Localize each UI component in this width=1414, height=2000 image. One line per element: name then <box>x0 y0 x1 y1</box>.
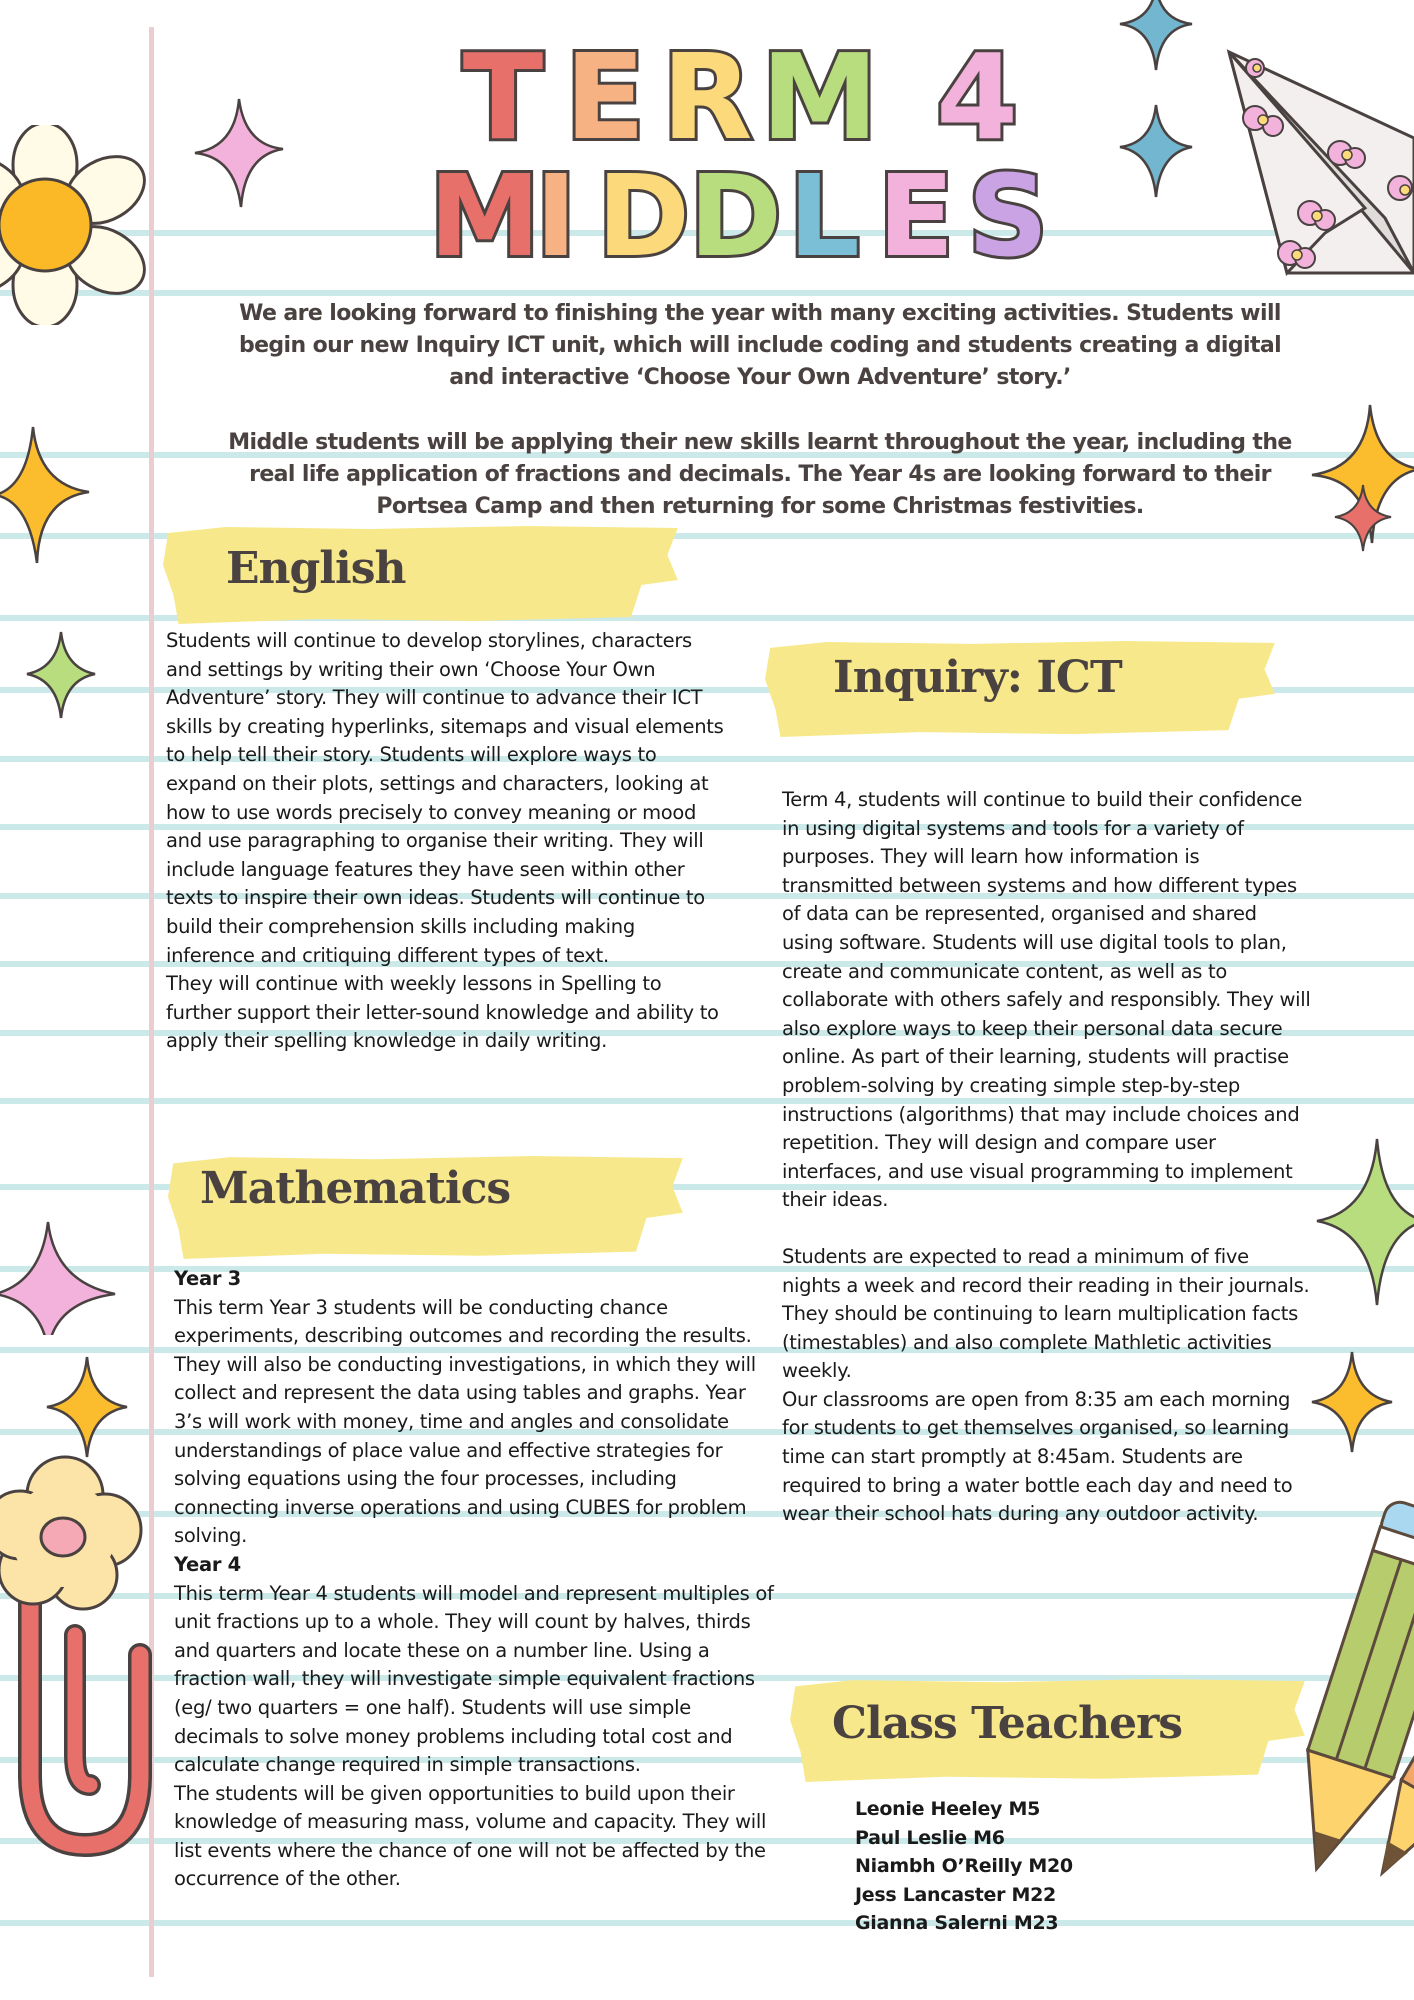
page-title <box>380 28 1100 282</box>
daisy-flower-icon <box>0 125 160 325</box>
inquiry-heading: Inquiry: ICT <box>833 652 1122 703</box>
teachers-list <box>855 1795 1073 1938</box>
english-paragraph: Students will continue to develop storylines, characters and settings by writing their own ‘Choose Your Own Adventure’ story. They will continue to advance their ICT skills by creating hyperlinks, sitemaps and visual elements to help tell their story. Students will explore ways to expand on their plots, settings and characters, looking at how to use words precisely to convey meaning or mood and use paragraphing to organise their writing. They will include language features they have seen within other texts to inspire their own ideas. Students will continue to build their comprehension skills including making inference and critiquing different types of text. <box>166 629 724 967</box>
inquiry-paragraph: Students are expected to read a minimum of five nights a week and record their reading in their journals. They should be continuing to learn multiplication facts (timestables) and also complete Mathletic activities weekly. <box>782 1244 1310 1383</box>
title-line-term-4 <box>380 28 1100 166</box>
title-letter: L <box>788 152 860 282</box>
teacher-item: Niambh O’Reilly M20 <box>855 1855 1073 1877</box>
sparkle-green-icon <box>25 630 97 720</box>
inquiry-paragraph: Our classrooms are open from 8:35 am each morning for students to get themselves organised, so learning time can start promptly at 8:45am. Students are required to bring a water bottle each day and need to wear their school hats during any outdoor activity. <box>782 1387 1293 1526</box>
title-letter: 4 <box>935 28 1019 166</box>
title-letter: M <box>761 28 879 166</box>
title-letter: S <box>967 152 1049 282</box>
inquiry-body <box>782 786 1312 1529</box>
english-heading: English <box>226 543 406 594</box>
intro-paragraph: We are looking forward to finishing the year with many exciting activities. Students will begin our new Inquiry ICT unit, which will include coding and students creating a digital and interactive ‘Choose Your Own Adventure’ story.’ <box>238 301 1282 390</box>
title-line-middles <box>380 152 1100 282</box>
title-letter: I <box>535 152 577 282</box>
intro-text <box>220 298 1300 556</box>
sparkle-blue-icon <box>1118 0 1194 72</box>
sparkle-pink-large-icon <box>0 1220 120 1335</box>
title-letter <box>863 38 923 156</box>
year-4-label: Year 4 <box>174 1552 241 1576</box>
ruled-line <box>0 1920 1414 1926</box>
paper-airplane-icon <box>1225 48 1414 278</box>
title-letter: D <box>689 152 782 282</box>
english-paragraph: They will continue with weekly lessons in Spelling to further support their letter-sound knowledge and ability to apply their spelling knowledge in daily writing. <box>166 972 719 1053</box>
title-letter: E <box>564 28 646 166</box>
sparkle-red-icon <box>1333 483 1393 553</box>
title-letter: T <box>462 28 544 166</box>
sparkle-pink-icon <box>193 97 285 209</box>
english-body <box>166 627 726 1056</box>
title-letter: R <box>661 28 753 166</box>
teachers-heading: Class Teachers <box>832 1698 1183 1749</box>
pencils-icon <box>1290 1485 1414 1885</box>
sparkle-yellow-right-small-icon <box>1310 1350 1394 1455</box>
mathematics-body <box>174 1265 774 1894</box>
flower-paperclip-icon <box>0 1455 170 1885</box>
teacher-item: Gianna Salerni M23 <box>855 1912 1059 1934</box>
inquiry-paragraph: Term 4, students will continue to build their confidence in using digital systems and tools for a variety of purposes. They will learn how information is transmitted between systems and how different types of data can be represented, organised and shared using software. Students will use digital tools to plan, create and communicate content, as well as to collaborate with others safely and responsibly. They will also explore ways to keep their personal data secure online. As part of their learning, students will practise problem-solving by creating simple step-by-step instructions (algorithms) that may include choices and repetition. They will design and compare user interfaces, and use visual programming to implement their ideas. <box>782 788 1311 1212</box>
year-4-text: The students will be given opportunities to build upon their knowledge of measuring mass, volume and capacity. They will list events where the chance of one will not be affected by the occurrence of the other. <box>174 1781 767 1891</box>
spacer <box>782 1215 1312 1243</box>
sparkle-green-right-icon <box>1315 1137 1414 1307</box>
teacher-item: Leonie Heeley M5 <box>855 1798 1040 1820</box>
intro-paragraph: Middle students will be applying their new skills learnt throughout the year, including the real life application of fractions and decimals. The Year 4s are looking forward to their Portsea Camp and then returning for some Christmas festivities. <box>228 430 1292 519</box>
teacher-item: Jess Lancaster M22 <box>855 1883 1056 1906</box>
year-3-label: Year 3 <box>174 1267 241 1290</box>
sparkle-yellow-small-icon <box>45 1355 130 1460</box>
title-letter: E <box>877 152 955 282</box>
teacher-item: Paul Leslie M6 <box>855 1826 1005 1849</box>
title-letter: M <box>429 152 541 282</box>
title-letter: D <box>597 152 690 282</box>
year-4-text: This term Year 4 students will model and represent multiples of unit fractions up to a whole. They will count by halves, thirds and quarters and locate these on a number line. Using a fraction wall, they will investigate simple equivalent fractions (eg/ two quarters = one half). Students will use simple decimals to solve money problems including total cost and calculate change required in simple transactions. <box>174 1581 774 1777</box>
year-3-text: This term Year 3 students will be conducting chance experiments, describing outcomes and recording the results. They will also be conducting investigations, in which they will collect and represent the data using tables and graphs. Year 3’s will work with money, time and angles and consolidate understandings of place value and effective strategies for solving equations using the four processes, including connecting inverse operations and using CUBES for problem solving. <box>174 1295 756 1548</box>
ruled-line <box>0 290 1414 296</box>
sparkle-yellow-icon <box>0 425 95 565</box>
sparkle-blue-icon <box>1118 103 1194 199</box>
mathematics-heading: Mathematics <box>200 1163 511 1214</box>
